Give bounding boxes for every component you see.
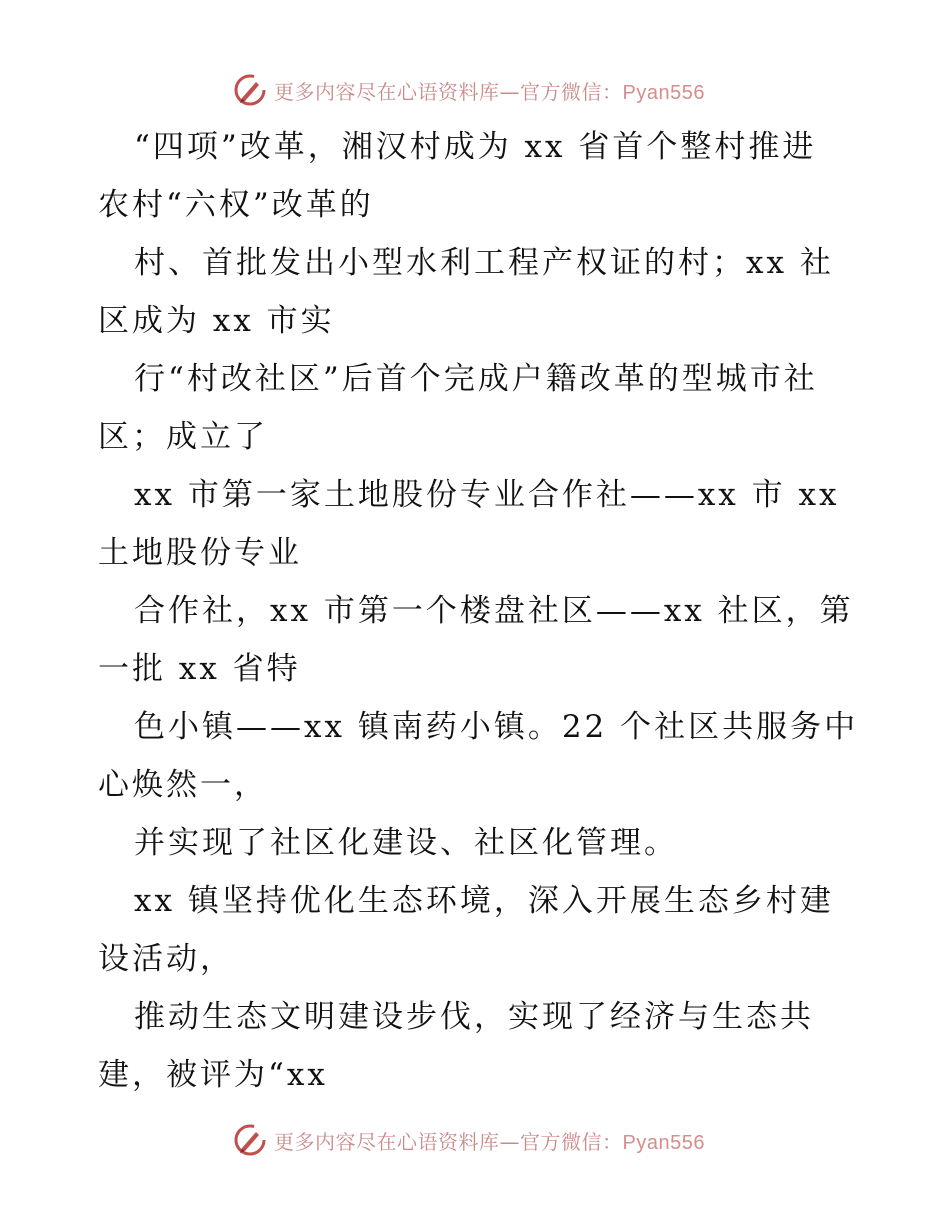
header-banner-text: 更多内容尽在心语资料库—官方微信：Pyan556	[274, 79, 705, 104]
text-line: 行“村改社区”后首个完成户籍改革的型城市社	[134, 361, 818, 397]
text-line: 心焕然一，	[98, 767, 268, 803]
text-line: 合作社，xx 市第一个楼盘社区——xx 社区，第	[134, 593, 854, 629]
pen-circle-logo-icon	[232, 72, 268, 108]
text-line: 农村“六权”改革的	[98, 187, 374, 223]
body-text	[98, 118, 858, 1104]
pen-circle-logo-icon	[232, 1122, 268, 1158]
text-line: 村、首批发出小型水利工程产权证的村；xx 社	[134, 245, 834, 281]
text-line: 建，被评为“xx	[98, 1057, 328, 1093]
text-line: 并实现了社区化建设、社区化管理。	[134, 825, 678, 861]
text-line: “四项”改革，湘汉村成为 xx 省首个整村推进	[134, 129, 817, 165]
text-line: xx 市第一家土地股份专业合作社——xx 市 xx	[134, 477, 840, 513]
footer-banner	[232, 1120, 752, 1160]
text-line: xx 镇坚持优化生态环境，深入开展生态乡村建	[134, 883, 834, 919]
text-line: 设活动，	[98, 941, 234, 977]
text-line: 推动生态文明建设步伐，实现了经济与生态共	[134, 999, 814, 1035]
text-line: 土地股份专业	[98, 535, 302, 571]
footer-banner-text: 更多内容尽在心语资料库—官方微信：Pyan556	[274, 1129, 705, 1154]
text-line: 区成为 xx 市实	[98, 303, 335, 339]
text-line: 色小镇——xx 镇南药小镇。22 个社区共服务中	[134, 709, 859, 745]
text-line: 一批 xx 省特	[98, 651, 301, 687]
header-banner	[232, 70, 752, 110]
text-line: 区；成立了	[98, 419, 268, 455]
